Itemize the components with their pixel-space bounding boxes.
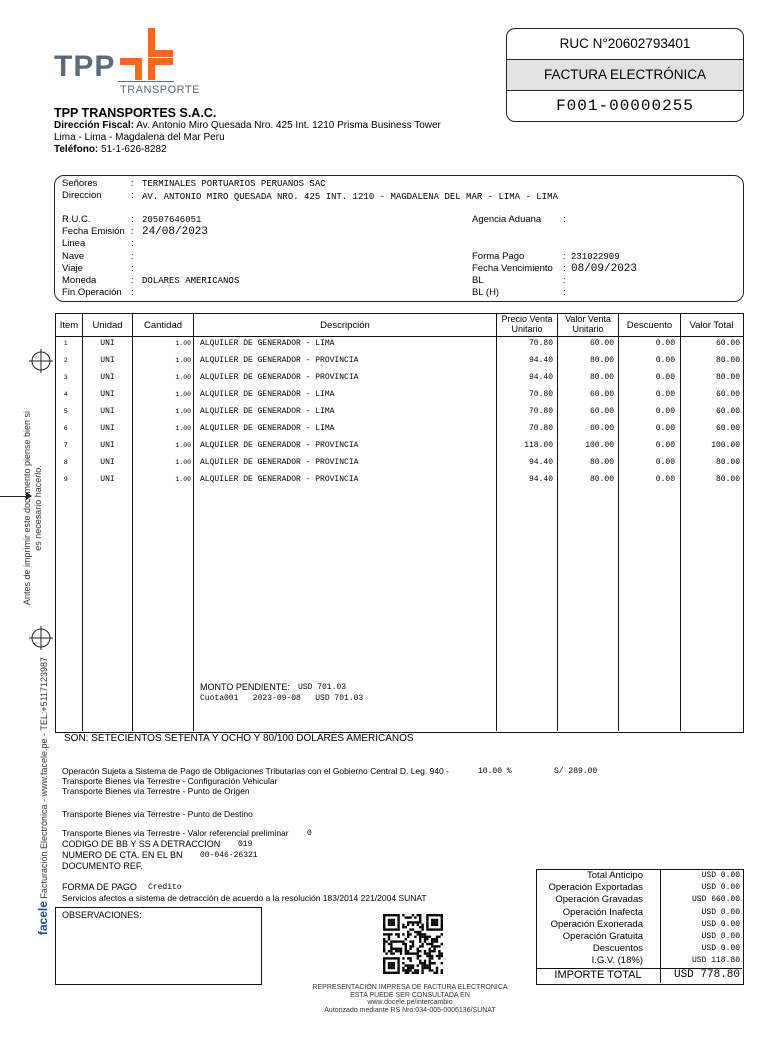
footer-line2: ESTA PUEDE SER CONSULTADA EN	[350, 991, 470, 999]
cell-valor-total: 80.00	[715, 458, 740, 467]
vencimiento-value: 08/09/2023	[571, 263, 638, 275]
cell-descripcion: ALQUILER DE GENERADOR - PROVINCIA	[200, 373, 359, 382]
cell-item-no: 7	[64, 442, 68, 449]
nave-label: Nave	[62, 251, 85, 262]
cta-value: 00-046-26321	[200, 851, 258, 860]
logo-divider	[118, 81, 174, 82]
fecha-value: 24/08/2023	[142, 226, 209, 238]
header-precio-venta: Precio Venta Unitario	[501, 314, 553, 334]
colon: :	[563, 251, 566, 262]
document-type: FACTURA ELECTRÓNICA	[507, 60, 743, 91]
cell-valor-total: 80.00	[715, 373, 740, 382]
total-value: USD 0.00	[701, 883, 740, 893]
total-value: USD 0.00	[701, 944, 740, 954]
invoice-number: F001-00000255	[556, 97, 694, 115]
total-value: USD 0.00	[701, 871, 740, 880]
total-label: Operación Inafecta	[562, 906, 643, 918]
cell-valor-venta: 80.00	[589, 356, 614, 365]
cell-cantidad: 1.00	[175, 357, 191, 364]
total-label: I.G.V. (18%)	[591, 955, 643, 967]
cell-item-no: 3	[64, 374, 68, 381]
total-value: USD 0.00	[701, 919, 740, 929]
cell-precio-venta: 70.80	[528, 339, 553, 348]
detraccion-line1: Operacón Sujeta a Sistema de Pago de Obligaciones Tributarias con el Gobierno Central D. Leg. 940 -	[62, 766, 449, 776]
codigo-value: 019	[238, 840, 253, 849]
total-value: USD 0.00	[701, 932, 740, 941]
cell-item-no: 9	[64, 476, 68, 483]
fecha-label: Fecha Emisión	[62, 226, 125, 237]
colon: :	[563, 263, 566, 274]
linea-label: Linea	[62, 238, 86, 249]
company-logo-subtext: TRANSPORTE	[120, 84, 200, 96]
cell-valor-total: 60.00	[715, 424, 740, 433]
qr-code	[383, 914, 443, 974]
cell-unidad: UNI	[100, 356, 115, 365]
cell-valor-venta: 80.00	[589, 373, 614, 382]
header-descuento: Descuento	[626, 320, 673, 331]
cell-cantidad: 1.00	[175, 374, 191, 381]
total-label: Total Anticipo	[587, 870, 643, 881]
colon: :	[131, 178, 134, 189]
detraccion-line5-value: 0	[307, 829, 312, 838]
cell-cantidad: 1.00	[175, 408, 191, 415]
cell-cantidad: 1.00	[175, 340, 191, 347]
bl-label: BL	[472, 275, 484, 286]
footer-line4: Autorizado mediante RS Nro:034-005-0006136/SUNAT	[324, 1006, 496, 1014]
direccion-value: AV. ANTONIO MIRO QUESADA NRO. 425 INT. 1210 - MAGDALENA DEL MAR - LIMA - LIMA	[142, 192, 558, 202]
cell-valor-total: 80.00	[715, 356, 740, 365]
forma-pago-bottom-label: FORMA DE PAGO	[62, 882, 137, 892]
detraccion-line3: Transporte Bienes via Terrestre - Punto de Origen	[62, 786, 250, 796]
header-cantidad: Cantidad	[143, 320, 183, 331]
address-line2: Lima - Lima - Magdalena del Mar Peru	[54, 132, 225, 143]
cell-descuento: 0.00	[655, 339, 675, 348]
cell-descuento: 0.00	[655, 407, 675, 416]
cell-descuento: 0.00	[655, 458, 675, 467]
cell-cantidad: 1.00	[175, 476, 191, 483]
cell-descuento: 0.00	[655, 441, 675, 450]
ruc-label: R.U.C.	[62, 214, 91, 225]
phone-label: Teléfono:	[54, 144, 99, 155]
vencimiento-label: Fecha Vencimiento	[472, 263, 553, 274]
cell-valor-venta: 80.00	[589, 475, 614, 484]
forma-pago-bottom-value: Credito	[148, 883, 182, 892]
importe-total-label: IMPORTE TOTAL	[554, 969, 642, 981]
fin-operacion-label: Fin Operación	[62, 287, 122, 298]
company-logo-text: TPP	[54, 50, 116, 83]
colon: :	[131, 190, 134, 201]
docref-label: DOCUMENTO REF.	[62, 861, 143, 871]
footer-note	[260, 984, 560, 1014]
senores-label: Señores	[62, 178, 98, 189]
phone-value: 51-1-626-8282	[101, 144, 167, 155]
facele-sidebar	[36, 657, 50, 1037]
cell-valor-venta: 80.00	[589, 458, 614, 467]
company-name: TPP TRANSPORTES S.A.C.	[54, 106, 217, 120]
cuota-line: Cuota001 2023-09-08 USD 701.03	[200, 694, 364, 703]
address-label: Dirección Fiscal:	[54, 120, 135, 131]
cell-unidad: UNI	[100, 441, 115, 450]
moneda-label: Moneda	[62, 275, 97, 286]
cell-item-no: 4	[64, 391, 68, 398]
cell-cantidad: 1.00	[175, 425, 191, 432]
cell-descripcion: ALQUILER DE GENERADOR - PROVINCIA	[200, 475, 359, 484]
cell-precio-venta: 94.40	[528, 356, 553, 365]
cell-valor-total: 60.00	[715, 390, 740, 399]
colon: :	[563, 275, 566, 286]
codigo-label: CODIGO DE BB Y SS A DETRACCION	[62, 839, 221, 849]
forma-pago-label: Forma Pago	[472, 251, 525, 262]
table-header-divider	[55, 336, 743, 337]
colon: :	[131, 263, 134, 274]
amount-in-words: SON: SETECIENTOS SETENTA Y OCHO Y 80/100 DOLARES AMERICANOS	[64, 733, 414, 744]
cell-descripcion: ALQUILER DE GENERADOR - LIMA	[200, 407, 335, 416]
company-logo-mark	[118, 28, 174, 80]
cell-cantidad: 1.00	[175, 391, 191, 398]
print-note: Antes de imprimir este documento piense bien si es necesario hacerlo.	[22, 410, 43, 606]
crosshair-mark	[29, 349, 53, 373]
cell-unidad: UNI	[100, 339, 115, 348]
cell-descripcion: ALQUILER DE GENERADOR - LIMA	[200, 390, 335, 399]
detraccion-pct: 10.00 %	[478, 767, 512, 776]
facele-text: Facturación Electrónica - www.facele.pe - TEL:+5117123987	[39, 657, 49, 899]
moneda-value: DOLARES AMERICANOS	[142, 276, 240, 286]
cell-cantidad: 1.00	[175, 459, 191, 466]
monto-pendiente-value: USD 701.03	[298, 683, 347, 692]
importe-total-value: USD 778.80	[673, 969, 740, 981]
cell-precio-venta: 70.80	[528, 424, 553, 433]
cell-valor-venta: 100.00	[585, 441, 614, 450]
cell-descripcion: ALQUILER DE GENERADOR - PROVINCIA	[200, 356, 359, 365]
total-label: Operación Gravadas	[555, 894, 643, 906]
cell-item-no: 2	[64, 357, 68, 364]
cell-precio-venta: 118.00	[524, 441, 553, 450]
col-divider	[193, 313, 194, 731]
cell-valor-total: 60.00	[715, 339, 740, 348]
facele-logo-icon: facele	[36, 901, 50, 936]
detraccion-line4: Transporte Bienes via Terrestre - Punto de Destino	[62, 809, 253, 819]
colon: :	[563, 287, 566, 298]
footer-line1: REPRESENTACIÓN IMPRESA DE FACTURA ELECTRONICA	[312, 984, 508, 991]
header-unidad: Unidad	[92, 320, 123, 331]
cell-unidad: UNI	[100, 424, 115, 433]
company-address	[54, 120, 441, 156]
cell-unidad: UNI	[100, 475, 115, 484]
cell-precio-venta: 94.40	[528, 373, 553, 382]
agencia-label: Agencia Aduana	[472, 214, 542, 225]
cell-descripcion: ALQUILER DE GENERADOR - LIMA	[200, 339, 335, 348]
ruc-value: 20507646051	[142, 215, 202, 225]
detraccion-line2: Transporte Bienes via Terrestre - Configuración Vehicular	[62, 776, 278, 786]
cell-descripcion: ALQUILER DE GENERADOR - LIMA	[200, 424, 335, 433]
cell-item-no: 6	[64, 425, 68, 432]
colon: :	[131, 214, 134, 225]
cell-precio-venta: 94.40	[528, 458, 553, 467]
detraccion-line5: Transporte Bienes via Terrestre - Valor referencial preliminar	[62, 828, 289, 838]
address-value: Av. Antonio Miro Quesada Nro. 425 Int. 1210 Prisma Business Tower	[136, 120, 441, 131]
cell-unidad: UNI	[100, 373, 115, 382]
cell-valor-total: 80.00	[715, 475, 740, 484]
cell-descuento: 0.00	[655, 373, 675, 382]
total-label: Operación Exportadas	[548, 882, 643, 894]
senores-value: TERMINALES PORTUARIOS PERUANOS SAC	[142, 179, 326, 189]
footer-line3: www.docele.pe/intercambio	[367, 999, 453, 1006]
cell-valor-venta: 60.00	[589, 339, 614, 348]
cell-unidad: UNI	[100, 458, 115, 467]
cta-label: NUMERO DE CTA. EN EL BN	[62, 850, 183, 860]
observaciones-label: OBSERVACIONES:	[62, 910, 142, 920]
cell-valor-total: 60.00	[715, 407, 740, 416]
forma-pago-value: 231022909	[571, 252, 620, 262]
header-item: Item	[59, 320, 79, 331]
crosshair-mark	[29, 626, 53, 650]
header-valor-total: Valor Total	[689, 320, 734, 331]
cell-precio-venta: 94.40	[528, 475, 553, 484]
colon: :	[563, 214, 566, 225]
total-label: Operación Gratuita	[562, 931, 643, 942]
colon: :	[131, 238, 134, 249]
total-value: USD 118.80	[691, 956, 740, 966]
colon: :	[131, 275, 134, 286]
total-value: USD 0.00	[701, 907, 740, 917]
cell-cantidad: 1.00	[175, 442, 191, 449]
cell-item-no: 5	[64, 408, 68, 415]
detraccion-amount: S/ 289.00	[554, 767, 598, 776]
cell-descuento: 0.00	[655, 475, 675, 484]
cell-valor-venta: 60.00	[589, 424, 614, 433]
cell-unidad: UNI	[100, 390, 115, 399]
total-label: Operación Exonerada	[550, 918, 643, 930]
cell-descuento: 0.00	[655, 356, 675, 365]
cell-descuento: 0.00	[655, 424, 675, 433]
cell-descripcion: ALQUILER DE GENERADOR - PROVINCIA	[200, 441, 359, 450]
monto-pendiente-label: MONTO PENDIENTE:	[200, 682, 290, 692]
total-label: Descuentos	[592, 943, 643, 955]
blh-label: BL (H)	[472, 287, 500, 298]
direccion-label: Direccion	[62, 190, 102, 201]
colon: :	[131, 251, 134, 262]
cell-item-no: 8	[64, 459, 68, 466]
cell-descripcion: ALQUILER DE GENERADOR - PROVINCIA	[200, 458, 359, 467]
header-valor-venta: Valor Venta Unitario	[565, 314, 611, 334]
cell-precio-venta: 70.80	[528, 407, 553, 416]
colon: :	[131, 226, 134, 237]
total-value: USD 660.00	[691, 895, 740, 905]
viaje-label: Viaje	[62, 263, 83, 274]
cell-valor-venta: 60.00	[589, 390, 614, 399]
colon: :	[131, 287, 134, 298]
header-descripcion: Descripción	[320, 320, 370, 331]
cell-valor-total: 100.00	[711, 441, 740, 450]
cell-precio-venta: 70.80	[528, 390, 553, 399]
ruc-number: RUC N°20602793401	[507, 29, 743, 60]
ruc-box	[506, 28, 744, 122]
cell-item-no: 1	[64, 340, 68, 347]
cell-descuento: 0.00	[655, 390, 675, 399]
servicios-note: Servicios afectos a sistema de detracción de acuerdo a la resolución 183/2014 221/2004 SUNAT	[62, 893, 427, 903]
cell-valor-venta: 60.00	[589, 407, 614, 416]
cell-unidad: UNI	[100, 407, 115, 416]
